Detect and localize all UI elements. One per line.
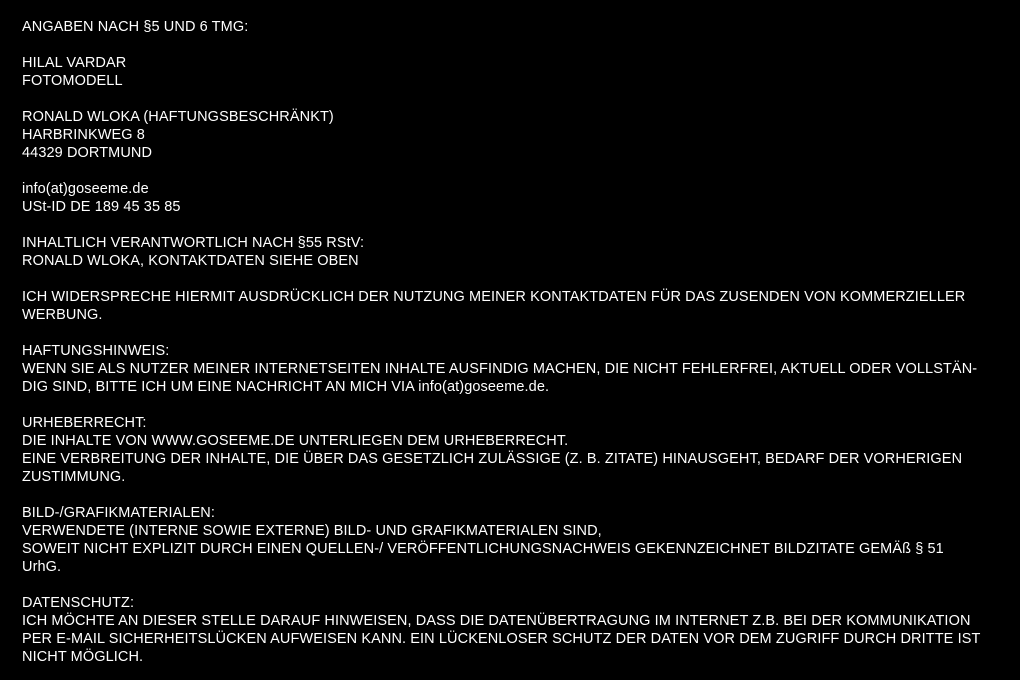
text-line: USt-ID DE 189 45 35 85 xyxy=(22,199,181,215)
text-line: ICH WIDERSPRECHE HIERMIT AUSDRÜCKLICH DER NUTZUNG MEINER KONTAKTDATEN FÜR DAS ZUSENDEN VON KOMMERZIELLER xyxy=(22,289,966,305)
text-line: UrhG. xyxy=(22,559,62,575)
responsible-block xyxy=(22,234,998,270)
text-line: SOWEIT NICHT EXPLIZIT DURCH EINEN QUELLEN-/ VERÖFFENTLICHUNGSNACHWEIS GEKENNZEICHNET BILDZITATE GEMÄß § 51 xyxy=(22,541,944,557)
text-line: 44329 DORTMUND xyxy=(22,145,153,161)
text-line: ICH MÖCHTE AN DIESER STELLE DARAUF HINWEISEN, DASS DIE DATENÜBERTRAGUNG IM INTERNET Z.B. BEI DER KOMMUNIKATION xyxy=(22,613,971,629)
text-line: DIG SIND, BITTE ICH UM EINE NACHRICHT AN MICH VIA info(at)goseeme.de. xyxy=(22,379,550,395)
text-line: ZUSTIMMUNG. xyxy=(22,469,126,485)
text-line: INHALTLICH VERANTWORTLICH NACH §55 RStV: xyxy=(22,235,365,251)
imprint-text-container xyxy=(22,18,998,666)
text-line: RONALD WLOKA, KONTAKTDATEN SIEHE OBEN xyxy=(22,253,359,269)
text-line: HILAL VARDAR xyxy=(22,55,127,71)
text-line: FOTOMODELL xyxy=(22,73,123,89)
text-line: BILD-/GRAFIKMATERIALEN: xyxy=(22,505,215,521)
advertising-objection-block xyxy=(22,288,998,324)
text-line: ANGABEN NACH §5 UND 6 TMG: xyxy=(22,19,249,35)
liability-block xyxy=(22,342,998,396)
text-line: HAFTUNGSHINWEIS: xyxy=(22,343,170,359)
person-block xyxy=(22,54,998,90)
imprint-heading xyxy=(22,18,998,36)
text-line: DIE INHALTE VON WWW.GOSEEME.DE UNTERLIEGEN DEM URHEBERRECHT. xyxy=(22,433,569,449)
text-line: EINE VERBREITUNG DER INHALTE, DIE ÜBER DAS GESETZLICH ZULÄSSIGE (Z. B. ZITATE) HINAUSGEHT, BEDARF DER VORHERIGEN xyxy=(22,451,963,467)
text-line: PER E-MAIL SICHERHEITSLÜCKEN AUFWEISEN KANN. EIN LÜCKENLOSER SCHUTZ DER DATEN VOR DEM ZUGRIFF DURCH DRITTE IST xyxy=(22,631,981,647)
text-line: WERBUNG. xyxy=(22,307,103,323)
text-line: DATENSCHUTZ: xyxy=(22,595,135,611)
text-line: NICHT MÖGLICH. xyxy=(22,649,144,665)
company-address-block xyxy=(22,108,998,162)
text-line: RONALD WLOKA (HAFTUNGSBESCHRÄNKT) xyxy=(22,109,334,125)
copyright-block xyxy=(22,414,998,486)
contact-block xyxy=(22,180,998,216)
text-line: info(at)goseeme.de xyxy=(22,181,149,197)
image-material-block xyxy=(22,504,998,576)
text-line: WENN SIE ALS NUTZER MEINER INTERNETSEITEN INHALTE AUSFINDIG MACHEN, DIE NICHT FEHLERFREI, AKTUELL ODER VOLLSTÄN- xyxy=(22,361,978,377)
text-line: VERWENDETE (INTERNE SOWIE EXTERNE) BILD- UND GRAFIKMATERIALEN SIND, xyxy=(22,523,602,539)
text-line: URHEBERRECHT: xyxy=(22,415,147,431)
text-line: HARBRINKWEG 8 xyxy=(22,127,145,143)
privacy-block xyxy=(22,594,998,666)
